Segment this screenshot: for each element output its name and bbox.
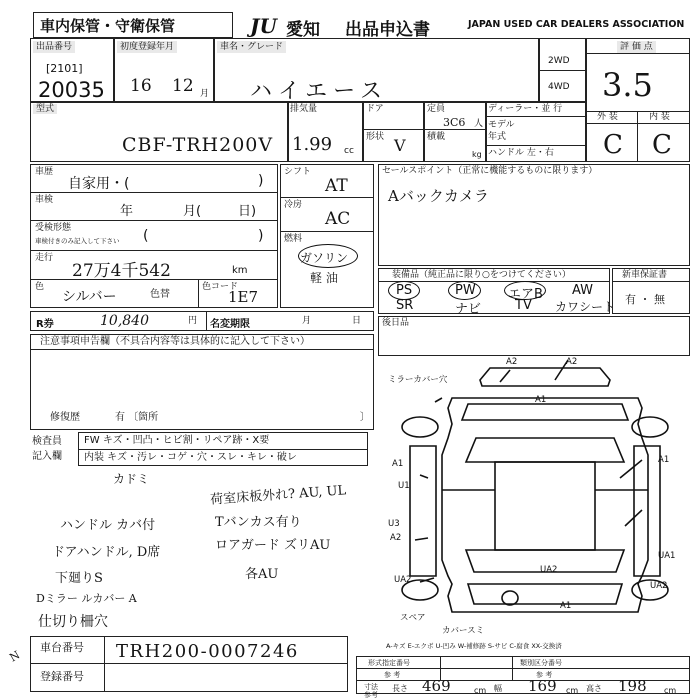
receipt-open: ( — [143, 228, 149, 244]
form-title: 出品申込書 — [345, 20, 430, 40]
fuel-label: 燃料 — [284, 234, 303, 244]
load-label: 積載 — [427, 132, 446, 142]
color-code-label: 色コード — [202, 282, 239, 292]
diag-ua2-bottom: UA2 — [540, 565, 558, 575]
note-5: ドアハンドル, D席 — [52, 545, 161, 560]
note-10: 仕切り柵穴 — [38, 614, 108, 630]
drive-2wd: 2WD — [548, 56, 570, 66]
note-7: 下廻りS — [55, 571, 103, 586]
reg-label: 初度登録年月 — [117, 41, 177, 53]
sales-point-text: Aバックカメラ — [388, 187, 489, 205]
displacement-value: 1.99 — [292, 134, 333, 155]
diagram-wheel-front-left — [402, 417, 438, 437]
dims-label-3b: 参考 — [364, 691, 378, 699]
ju-logo: JU — [250, 14, 277, 38]
association-name: JAPAN USED CAR DEALERS ASSOCIATION — [468, 19, 685, 30]
diagram-body-outline — [442, 398, 648, 612]
inspection-month: 月( — [183, 204, 202, 219]
diag-ua2-right: UA2 — [650, 581, 668, 591]
diag-ua2-left: UA2 — [394, 575, 412, 585]
reg-month-unit: 月 — [200, 89, 210, 99]
back-day-label: 後日品 — [382, 318, 410, 328]
shape-value: V — [394, 136, 406, 155]
fuel-gas-circle — [298, 244, 358, 268]
equip-seat: カワシート — [555, 300, 616, 314]
height-value: 198 — [618, 677, 647, 695]
diag-a1-left: A1 — [392, 459, 404, 469]
model-label: 型式 — [33, 104, 57, 114]
equip-airbag-circle — [504, 281, 546, 300]
diagram-tail — [468, 584, 622, 604]
width-label: 幅 — [494, 684, 502, 693]
disp-label: 排気量 — [290, 104, 318, 114]
cap-label: 定員 — [427, 104, 446, 114]
equip-ps: PS — [396, 283, 413, 298]
note-6: ロアガード ズリAU — [215, 538, 331, 553]
repair-close: 〕 — [360, 412, 370, 423]
equip-sr: SR — [396, 298, 414, 313]
aircon-label: 冷房 — [284, 200, 303, 210]
lot-number: 20035 — [38, 78, 105, 102]
color-code-value: 1E7 — [228, 288, 259, 306]
height-unit: cm — [664, 686, 677, 695]
note-4: Tバンカス有り — [215, 515, 302, 530]
diagram-roof — [462, 404, 628, 420]
diag-a1-roof: A1 — [535, 395, 547, 405]
load-unit: kg — [472, 150, 482, 159]
diagram-spare — [502, 591, 518, 605]
transfer-day: 日 — [352, 316, 362, 326]
note-8: 各AU — [245, 567, 279, 582]
diagram-right-side — [634, 446, 660, 576]
width-value: 169 — [528, 677, 557, 695]
dims-label-2b: 参 考 — [536, 671, 553, 679]
equip-ps-circle — [388, 281, 420, 300]
r-ticket-unit: 円 — [188, 316, 198, 326]
note-3: ハンドル カバ付 — [60, 518, 156, 533]
equip-tv: TV — [515, 298, 532, 313]
warranty-value: 有 ・ 無 — [625, 293, 665, 306]
note-9: Dミラー ルカバー A — [36, 592, 137, 605]
length-unit: cm — [474, 686, 487, 695]
diagram-windshield — [466, 438, 624, 462]
capacity-value: 3C6 — [443, 116, 466, 129]
disp-unit: cc — [344, 146, 354, 156]
inspector-row-2: 内装 キズ・汚レ・コゲ・穴・スレ・キレ・破レ — [84, 452, 297, 463]
diag-spare: スペア — [400, 613, 426, 623]
width-unit: cm — [566, 686, 579, 695]
history-value: 自家用・( — [68, 176, 130, 192]
reg-month: 12 — [172, 76, 194, 96]
equip-pw-circle — [448, 281, 481, 300]
shift-label: シフト — [284, 167, 312, 177]
inspector-label-1: 検査員 — [32, 436, 62, 447]
note-2: 荷室床板外れ? AU, UL — [209, 483, 347, 508]
fuel-gas: ガソリン — [300, 251, 349, 265]
lot-sub: [2101] — [46, 62, 83, 75]
diagram-front-view — [480, 368, 610, 386]
r-ticket-label: R券 — [36, 319, 54, 330]
equip-pw: PW — [455, 283, 476, 298]
color-change-label: 色替 — [150, 289, 170, 300]
inspection-label: 車検 — [35, 195, 54, 205]
year-label: 年式 — [488, 132, 507, 142]
aircon-value: AC — [325, 209, 351, 229]
notes-label: 注意事項申告欄（不具合内容等は具体的に記入して下さい） — [40, 336, 310, 347]
fuel-diesel: 軽 油 — [310, 271, 338, 285]
model-value: CBF-TRH200V — [122, 134, 274, 156]
shift-value: AT — [325, 176, 348, 196]
inspection-day: 日) — [238, 204, 257, 219]
repair-label: 修復歴 — [50, 412, 80, 423]
mileage-label: 走行 — [35, 253, 54, 263]
r-ticket-box — [30, 311, 374, 331]
diag-a1-bottom: A1 — [560, 601, 572, 611]
lot-label: 出品番号 — [33, 41, 75, 53]
name-label: 車名・グレード — [217, 41, 286, 53]
diagram-cabin — [495, 462, 595, 550]
length-value: 469 — [422, 677, 451, 695]
equip-aw: AW — [572, 283, 594, 298]
registration-label: 登録番号 — [40, 670, 84, 683]
model-year-label: モデル — [488, 120, 515, 130]
chassis-value: TRH200-0007246 — [116, 641, 299, 662]
drive-4wd: 4WD — [548, 82, 570, 92]
dims-label-2: 類別区分番号 — [520, 659, 562, 667]
r-ticket-amount: 10,840 — [100, 313, 149, 329]
vehicle-damage-diagram — [380, 350, 690, 650]
diagram-wheel-front-right — [632, 417, 668, 437]
handle-label: ハンドル 左・右 — [488, 148, 554, 158]
history-label: 車歴 — [35, 167, 54, 177]
org-name: 愛知 — [286, 20, 320, 40]
mileage-unit: km — [232, 265, 248, 276]
diag-a2-mid: A2 — [390, 533, 402, 543]
score-label: 評 価 点 — [617, 41, 656, 53]
diag-a2-top-2: A2 — [566, 357, 578, 367]
storage-title: 車内保管・守衛保管 — [40, 17, 176, 35]
diag-u3: U3 — [388, 519, 400, 529]
receipt-close: ) — [258, 228, 264, 244]
inspector-label-2: 記入欄 — [32, 451, 62, 462]
mileage-value: 27万4千542 — [72, 261, 171, 281]
dealer-label: ディーラー・並 行 — [488, 104, 563, 114]
transfer-month: 月 — [302, 316, 312, 326]
ext-label: 外 装 — [597, 112, 618, 122]
diag-a2-top-1: A2 — [506, 357, 518, 367]
equipment-label: 装備品（純正品に限り○をつけてください） — [392, 270, 571, 280]
inspector-row-1: FW キズ・凹凸・ヒビ割・リペア跡・X要 — [84, 435, 270, 446]
diag-mirror: ミラーカバー穴 — [388, 375, 448, 385]
diag-spare-cover: カバースミ — [442, 626, 485, 636]
ext-grade: C — [603, 130, 623, 160]
cap-unit: 人 — [474, 119, 484, 129]
car-name: ハイエース — [250, 79, 389, 104]
length-label: 長さ — [392, 684, 408, 693]
reg-year: 16 — [130, 76, 152, 96]
equip-navi: ナビ — [455, 302, 482, 317]
sales-point-label: セールスポイント（正常に機能するものに限ります） — [382, 166, 598, 176]
chassis-label: 車台番号 — [40, 641, 84, 654]
dims-label-3: 寸法 — [364, 683, 378, 691]
sales-point-box — [378, 164, 690, 266]
int-label: 内 装 — [649, 112, 670, 122]
receipt-sub: 車検付きのみ記入して下さい — [35, 237, 120, 245]
diagram-legend: A-キズ E-エクボ U-凹み W-補修跡 S-サビ C-腐食 XX-交換済 — [386, 642, 562, 650]
height-label: 高さ — [586, 684, 602, 693]
dims-label-1: 形式指定番号 — [368, 659, 410, 667]
transfer-label: 名変期限 — [210, 319, 250, 330]
diag-u1-left: U1 — [398, 481, 410, 491]
inspection-year: 年 — [120, 204, 134, 219]
score-value: 3.5 — [602, 66, 653, 104]
color-label: 色 — [35, 282, 45, 292]
diag-ua1-right: UA1 — [658, 551, 676, 561]
int-grade: C — [652, 130, 672, 160]
color-value: シルバー — [62, 289, 117, 305]
history-close: ) — [258, 173, 264, 189]
diagram-left-side — [410, 446, 436, 576]
door-label: ドア — [366, 104, 384, 114]
warranty-label: 新車保証書 — [622, 270, 668, 280]
receipt-label: 受検形態 — [35, 223, 72, 233]
shape-label: 形状 — [366, 132, 385, 142]
diag-a1-right: A1 — [658, 455, 670, 465]
equip-airbag: エアB — [508, 287, 543, 302]
repair-value: 有 〔箇所 — [115, 412, 159, 423]
note-1: カドミ — [113, 472, 150, 486]
margin-mark: N — [7, 648, 23, 665]
dims-label-1b: 参 考 — [384, 671, 401, 679]
